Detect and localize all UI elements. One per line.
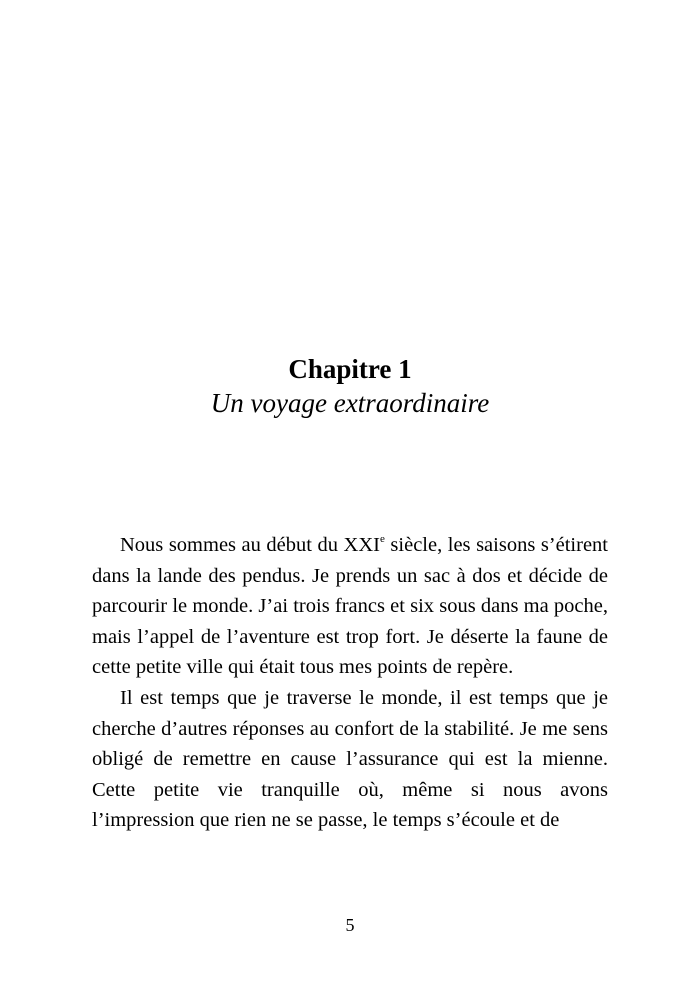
paragraph-1	[92, 530, 608, 683]
page-number: 5	[345, 915, 355, 935]
chapter-title: Chapitre 1	[288, 354, 412, 384]
paragraph-2: Il est temps que je traverse le monde, il est temps que je cherche d’autres réponses au confort de la stabilité. Je me sens obligé de remettre en cause l’assurance qui est la mienne. Cette petite vie tranquille où, même si nous avons l’impression que rien ne se passe, le temps s’écoule et de	[92, 686, 608, 832]
chapter-body-text	[92, 530, 608, 836]
paragraph-1-text-end: siècle, les saisons s’étirent dans la lande des pendus. Je prends un sac à dos et décide de parcourir le monde. J’ai trois francs et six sous dans ma poche, mais l’appel de l’aventure est trop fort. Je déserte la faune de cette petite ville qui était tous mes points de repère.	[92, 534, 608, 679]
paragraph-1-text-start: Nous sommes au début du XXI	[120, 534, 380, 556]
chapter-heading	[0, 352, 700, 420]
century-superscript: e	[380, 533, 385, 545]
chapter-subtitle: Un voyage extraordinaire	[210, 388, 490, 418]
